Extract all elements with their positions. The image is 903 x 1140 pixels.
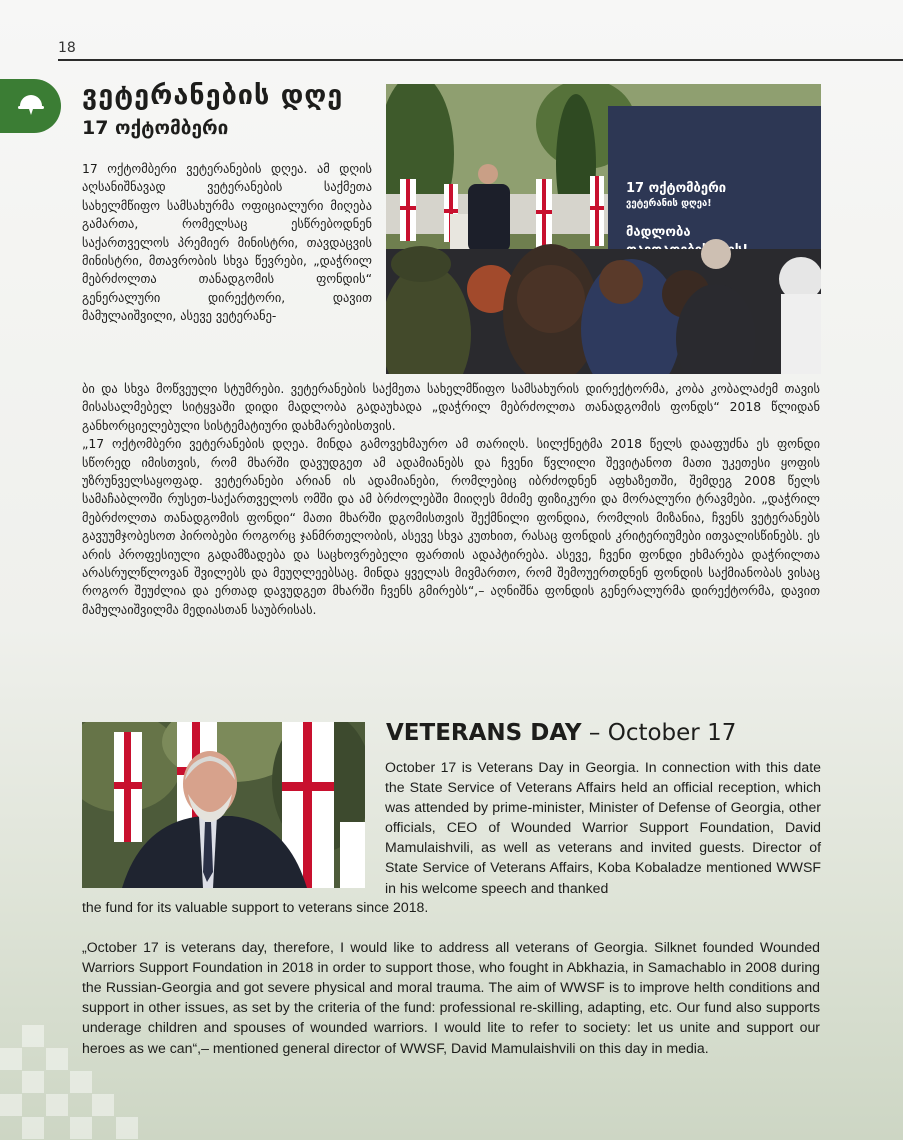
helmet-icon [16, 89, 46, 123]
article-body-ka [82, 380, 820, 619]
quote-en: „October 17 is veterans day, therefore, I would like to address all veterans of Georgia. Silknet founded Wounded Warriors Support Foundation in 2018 in order to support those, who fought in Abkhazia, in Samachablo in 2008 during the Russian-Georgia and got severe physical and moral trauma. The aim of WWSF is to improve helth conditions and support in other issues, as set by the criteria of the fund: professional re-skilling, adapting, etc. Our fund also supports underage children and spouses of wounded warriors. I would lite to refer to society: let us unite and support our heroes as we can“,– mentioned general director of WWSF, David Mamulaishvili on this day in media. [82, 939, 820, 1056]
article-body-en [82, 897, 820, 1058]
title-en-date: October 17 [607, 720, 737, 746]
title-en-dash: – [581, 720, 608, 746]
georgian-flag-1 [400, 179, 416, 241]
top-rule [58, 59, 903, 61]
quote-ka: „17 ოქტომბერი ვეტერანების დღეა. მინდა გამოვეხმაურო ამ თარიღს. სილქნეტმა 2018 წელს დააფუძნა ეს ფონდი სწორედ იმისთვის, რომ მხარში დავუდგეთ ამ ადამიანებს და ჩვენი წვლილი შევიტანოთ მათი უკეთესი ყოფის უზრუნველსაყოფად. ვეტერანები არიან ის ადამიანები, რომლებიც იბრძოდნენ აფხაზეთში, შემდეგ 2008 წელს სამაჩაბლოში რუსეთ-საქართველოს ომში და ამ ბრძოლებში მიიღეს მძიმე ფიზიკური და მორალური ტრავმები. „დაჭრილ მებრძოლთა თანადგომის ფონდი“ მათი მხარში დგომისთვის შექმნილი ფონდია, რომლის მიზანია, ჩვენს ვეტერანებს გავუუმჯობესოთ პირობები როგორც ჯანმრთელობის, ასევე სხვა კუთხით, რასაც ფონდის კრიტერიუმები ითვალისწინებს. ეს არის პროფესიული გადამზადება და საცხოვრებელი ფართის ადაპტირება. ასევე, ჩვენი ფონდი ეხმარება დაჭრილთა არასრულწლოვან შვილებს და მეუღლეებსაც. მინდა ყველას მივმართო, რომ შემოუერთდნენ ფონდის საქმიანობას ვისაც როგორ შეუძლია და ერთად დავუდგეთ მხარში ჩვენს გმირებს“,– აღნიშნა ფონდის გენერალურმა დირექტორმა, დავით მამულაიშვილმა მედიასთან საუბრისას. [82, 436, 820, 617]
intro-column-en: October 17 is Veterans Day in Georgia. In connection with this date the State Service of Veterans Affairs held an official reception, which was attended by prime-minister, Minister of Defense of Georgia, other officials, CEO of Wounded Warrior Support Foundation, David Mamulaishvili, as well as veterans and invited guests. Director of State Service of Veterans Affairs, Koba Kobaladze mentioned WWSF in his welcome speech and thanked [385, 759, 821, 896]
intro-column-ka: 17 ოქტომბერი ვეტერანების დღეა. ამ დღის აღსანიშნავად ვეტერანების საქმეთა სახელმწიფო სამსახურმა ოფიციალური მიღება გამართა, რომელსაც ესწრებოდნენ საქართველოს პრემიერ მინისტრი, თავდაცვის მინისტრი, მთავრობის სხვა წევრები, „დაჭრილ მებრძოლთა თანადგომის ფონდის“ გენერალური დირექტორი, დავით მამულაიშვილი, ასევე ვეტერანე- [82, 161, 372, 324]
title-en-bold: VETERANS DAY [386, 720, 582, 746]
intro-continued-en: the fund for its valuable support to veterans since 2018. [82, 899, 429, 915]
page-title: ვეტერანების დღე [82, 80, 344, 111]
article-title-en [386, 720, 736, 746]
intro-continued-ka: ბი და სხვა მოწვეული სტუმრები. ვეტერანების საქმეთა სახელმწიფო სამსახურის დირექტორმა, კობა კობალაძემ თავის მისასალმებელ სიტყვაში დიდი მადლობა გადაუხადა „დაჭრილ მებრძოლთა თანადგომის ფონდს“ 2018 წლიდან განხორციელებული სისტემატიური დახმარებისთვის. [82, 381, 820, 433]
page-number: 18 [58, 40, 76, 56]
georgian-flag-5 [114, 732, 142, 842]
screen-text-3: მადლობა [626, 225, 691, 240]
georgian-flag-4 [590, 176, 604, 246]
section-tab [0, 79, 61, 133]
screen-text-2: ვეტერანის დღეა! [626, 198, 712, 209]
screen-text-1: 17 ოქტომბერი [626, 181, 727, 196]
speaker-photo [82, 722, 365, 888]
ceremony-photo [386, 84, 821, 374]
page-subtitle: 17 ოქტომბერი [82, 117, 229, 139]
speaker-figure [468, 184, 510, 252]
georgian-flag-3 [536, 179, 552, 254]
